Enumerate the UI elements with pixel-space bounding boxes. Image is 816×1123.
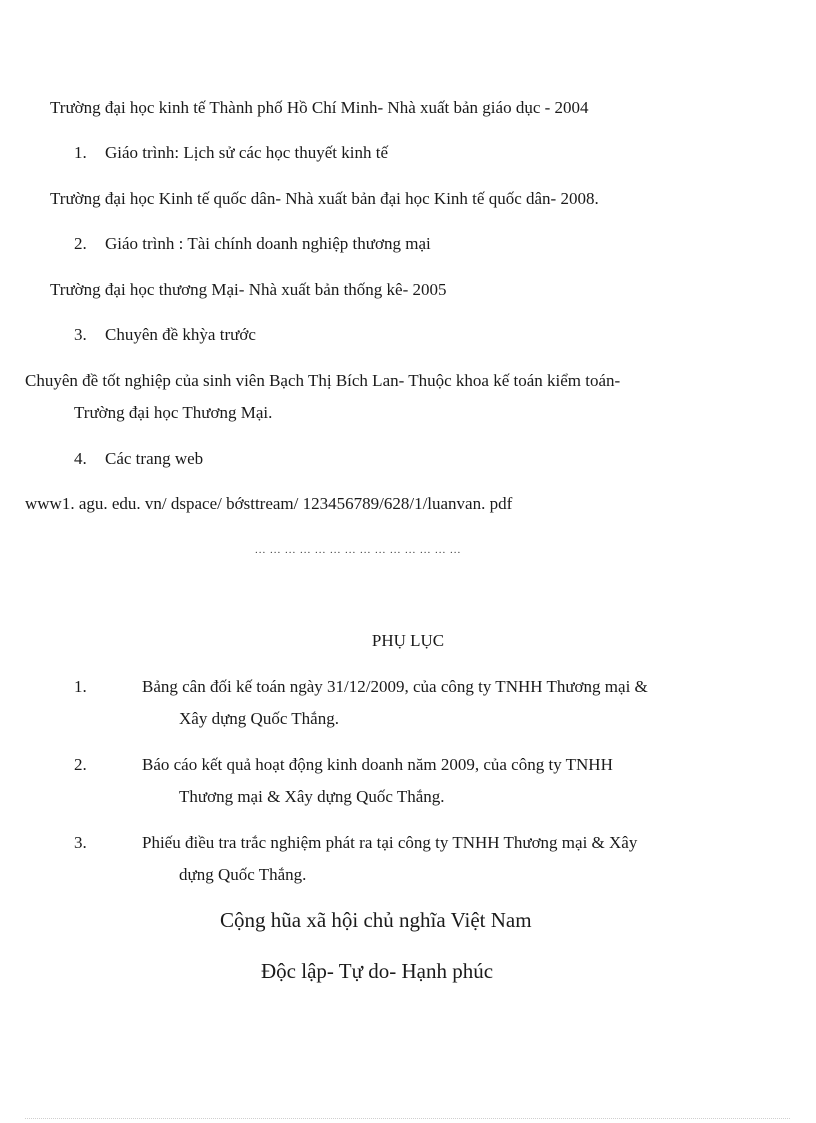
appendix-heading-text: PHỤ LỤC (371, 631, 445, 650)
appendix-item-text-continued: Xây dựng Quốc Thắng. (179, 709, 339, 728)
motto-line-2: Độc lập- Tự do- Hạnh phúc (261, 959, 494, 983)
appendix-item-text-continued: dựng Quốc Thắng. (179, 865, 307, 884)
appendix-heading (0, 631, 816, 651)
appendix-item-number: 3. (74, 833, 87, 852)
reference-number: 4. (74, 449, 87, 468)
page-bottom-divider (25, 1118, 790, 1119)
reference-source: Trường đại học Kinh tế quốc dân- Nhà xuất bản đại học Kinh tế quốc dân- 2008. (50, 189, 599, 208)
appendix-item-number: 2. (74, 755, 87, 774)
reference-source-continued: Trường đại học Thương Mại. (74, 403, 273, 422)
appendix-item-text: Bảng cân đối kế toán ngày 31/12/2009, của công ty TNHH Thương mại & (142, 677, 648, 696)
appendix-item-number: 1. (74, 677, 87, 696)
appendix-item-text-continued: Thương mại & Xây dựng Quốc Thắng. (179, 787, 445, 806)
motto-line-1: Cộng hũa xã hội chủ nghĩa Việt Nam (220, 908, 532, 932)
reference-number: 2. (74, 234, 87, 253)
reference-number: 3. (74, 325, 87, 344)
separator-dots: ... ... ... ... ... ... ... ... ... ... ... ... ... ... (255, 544, 462, 556)
reference-number: 1. (74, 143, 87, 162)
appendix-item-text: Báo cáo kết quả hoạt động kinh doanh năm 2009, của công ty TNHH (142, 755, 613, 774)
reference-source: Trường đại học thương Mại- Nhà xuất bản thống kê- 2005 (50, 280, 447, 299)
appendix-item-text: Phiếu điều tra trắc nghiệm phát ra tại công ty TNHH Thương mại & Xây (142, 833, 638, 852)
reference-title: Giáo trình : Tài chính doanh nghiệp thương mại (105, 234, 431, 253)
reference-title: Chuyên đề khỳa trước (105, 325, 256, 344)
reference-title: Các trang web (105, 449, 204, 468)
reference-url: www1. agu. edu. vn/ dspace/ bớsttream/ 123456789/628/1/luanvan. pdf (25, 494, 513, 513)
reference-title: Giáo trình: Lịch sử các học thuyết kinh tế (105, 143, 389, 162)
reference-intro-source: Trường đại học kinh tế Thành phố Hồ Chí Minh- Nhà xuất bản giáo dục - 2004 (50, 98, 589, 117)
reference-source: Chuyên đề tốt nghiệp của sinh viên Bạch Thị Bích Lan- Thuộc khoa kế toán kiểm toán- (25, 371, 621, 390)
